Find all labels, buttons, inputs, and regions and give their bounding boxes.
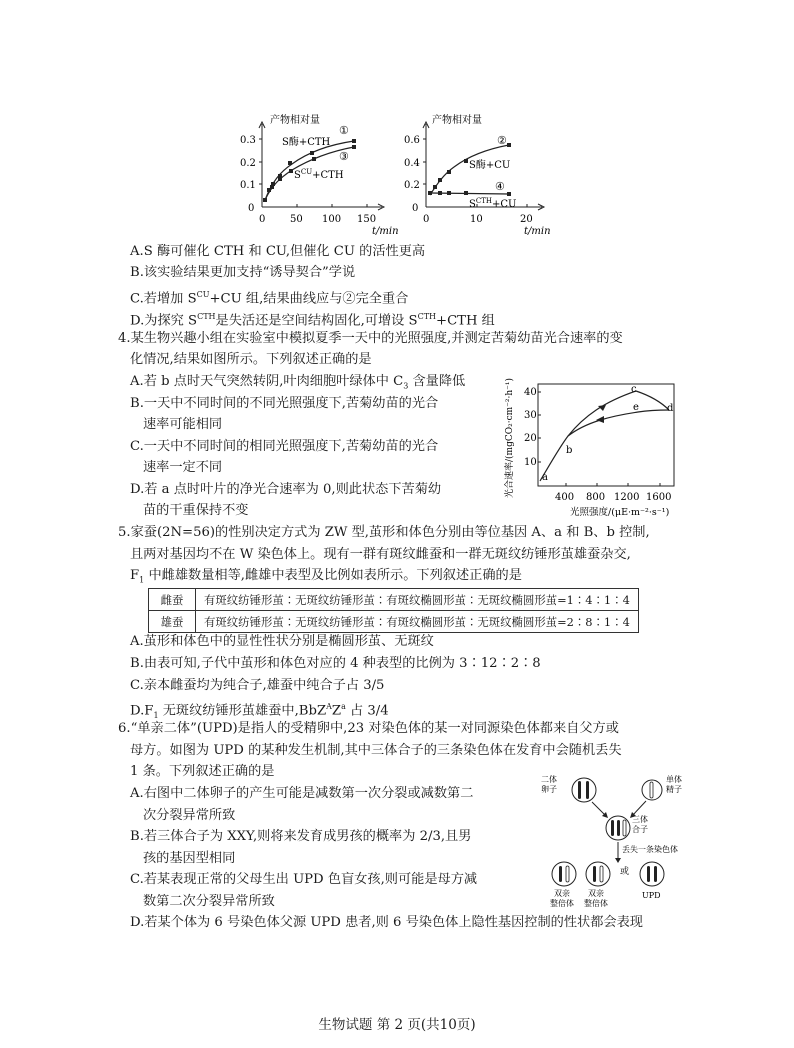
q3-option-c [130,287,408,307]
q4-graph-ytick: 20 [524,433,537,444]
chart2-xtick: 0 [423,214,430,225]
q4-graph-xtick: 1200 [614,492,640,503]
q3-d-part: +CTH 组 [436,313,495,329]
q5-stem: 且两对基因均不在 W 染色体上。现有一群有斑纹雌蚕和一群无斑纹纺锤形茧雄蚕杂交, [130,547,631,562]
table-cell-ratio: 有斑纹纺锤形茧∶无斑纹纺锤形茧∶有斑纹椭圆形茧∶无斑纹椭圆形茧=1∶4∶1∶4 [196,589,639,611]
chromosome [600,866,603,882]
chromosome [623,820,626,836]
q6-stem: 6.“单亲二体”(UPD)是指人的受精卵中,23 对染色体的某一对同源染色体都来自父方或 [118,721,619,736]
diagram-result-label: UPD [642,891,661,900]
chromosome [617,820,620,836]
phenotype-table [148,588,639,633]
chromosome [654,866,657,882]
q4-curve-upper [540,391,636,481]
q4-graph-xtick: 1600 [646,492,672,503]
q4-point-e: e [633,402,639,413]
chart2-ytick: 0 [412,203,419,214]
q4-graph-xtick: 400 [555,492,575,503]
chart1-xtick: 150 [357,214,377,225]
enzyme-chart-cth [232,112,399,242]
q4-a-sub: 3 [403,381,409,391]
diagram-result-label: 整倍体 [550,899,574,908]
diagram-sperm-label: 单体 [666,775,682,784]
q6-option-a: A.右图中二体卵子的产生可能是减数第一次分裂或减数第二 [130,786,474,801]
q6-option-b-cont: 孩的基因型相同 [143,851,236,866]
table-cell-sex: 雌蚕 [149,589,196,611]
q4-option-b: B.一天中不同时间的不同光照强度下,苦菊幼苗的光合 [130,396,439,411]
q4-graph-xlabel: 光照强度/(μE·m⁻²·s⁻¹) [570,507,670,518]
q5-option-b: B.由表可知,子代中茧形和体色对应的 4 种表型的比例为 3∶12∶2∶8 [130,656,541,671]
chart1-xtick: 0 [259,214,266,225]
diagram-zygote-label: 三体 [632,815,648,824]
arrow-line [592,802,606,816]
q5-stem-sub: 1 [139,575,145,585]
chromosome [650,782,653,798]
chart2-mark-2: ② [497,134,507,147]
table-row [149,589,639,611]
q4-arrow-left [596,416,604,423]
chromosome [586,781,589,799]
q3-option-d [130,309,495,329]
chromosome [611,820,614,836]
table-cell-sex: 雄蚕 [149,611,196,633]
q3-option-b: B.该实验结果更加支持“诱导契合”学说 [130,265,356,280]
chart1-mark-1: ① [339,124,349,137]
chromosome [578,781,581,799]
q3-d-sup: CTH [197,312,216,321]
q4-option-c: C.一天中不同时间的相同光照强度下,苦菊幼苗的光合 [130,439,439,454]
q5-d-part: Z [331,703,342,719]
chromosome [559,866,562,882]
chart1-xtick: 50 [290,214,303,225]
q4-graph-ylabel: 光合速率/(mgCO₂·cm⁻²·h⁻¹) [505,377,515,498]
chart2-xtick: 20 [520,214,533,225]
q5-stem-part: 中雌雄数量相等,雌雄中表型及比例如表所示。下列叙述正确的是 [144,568,522,583]
result-cell [586,862,610,886]
diagram-egg-label: 二体 [541,775,557,784]
diagram-or-label: 或 [620,867,630,877]
q4-graph-axes [538,384,674,486]
q4-graph-ytick: 30 [524,410,537,421]
q5-stem [130,568,522,589]
table-row [149,611,639,633]
q6-option-c-cont: 数第二次分裂异常所致 [143,894,275,909]
q4-stem: 4.某生物兴趣小组在实验室中模拟夏季一天中的光照强度,并测定苦菊幼苗光合速率的变 [118,331,623,346]
chart1-label-bottom: $S^{CU}+CTH$ [294,168,344,181]
chart2-label-bottom: $S^{CTH}+CU$ [469,197,517,210]
arrow-line [632,801,646,816]
q5-d-sup: a [341,702,346,711]
q3-c-part: +CU 组,结果曲线应与②完全重合 [209,291,409,307]
q5-option-c: C.亲本雌蚕均为纯合子,雄蚕中纯合子占 3/5 [130,678,385,693]
result-cell [640,862,664,886]
photosynthesis-graph [486,376,686,526]
chart2-ytick: 0.6 [404,135,420,146]
q5-d-sup: A [326,702,332,711]
chart2-xunit: t/min [524,226,551,237]
egg-cell [572,778,596,802]
q3-d-part: 是失活还是空间结构固化,可增设 S [215,313,418,329]
q4-option-d-cont: 苗的干重保持不变 [143,503,249,518]
q4-curve-lower [568,410,669,436]
chart2-mark-4: ④ [495,180,505,193]
table-cell-ratio: 有斑纹纺锤形茧∶无斑纹纺锤形茧∶有斑纹椭圆形茧∶无斑纹椭圆形茧=2∶8∶1∶4 [196,611,639,633]
q4-graph-ytick: 10 [524,457,537,468]
chromosome [593,866,596,882]
chart1-label-top: S酶+CTH [282,137,331,148]
q3-option-a: A.S 酶可催化 CTH 和 CU,但催化 CU 的活性更高 [130,244,426,259]
diagram-result-label: 整倍体 [584,899,608,908]
q4-graph-ytick: 40 [524,387,537,398]
chart2-ylabel: 产物相对量 [432,115,482,126]
q6-option-d: D.若某个体为 6 号染色体父源 UPD 患者,则 6 号染色体上隐性基因控制的性状都会表现 [130,915,643,930]
q5-option-a: A.茧形和体色中的显性性状分别是椭圆形茧、无斑纹 [130,634,434,649]
q3-c-sup: CU [196,290,210,299]
chart2-xtick: 10 [470,214,483,225]
chromosome [566,866,569,882]
diagram-sperm-label: 精子 [666,785,682,794]
q6-option-a-cont: 次分裂异常所致 [143,808,236,823]
q4-a-part: 含量降低 [408,374,466,389]
diagram-result-label: 双亲 [554,889,570,898]
q4-option-c-cont: 速率一定不同 [143,460,223,475]
q6-stem: 1 条。下列叙述正确的是 [130,764,275,779]
diagram-zygote-label: 合子 [632,825,648,834]
diagram-egg-label: 卵子 [541,785,557,794]
q6-stem: 母方。如图为 UPD 的某种发生机制,其中三体合子的三条染色体在发育中会随机丢失 [130,743,622,758]
q3-c-part: C.若增加 S [130,291,197,307]
q3-d-sup: CTH [417,312,437,321]
diagram-result-label: 双亲 [588,889,604,898]
q5-d-part: 占 3/4 [345,703,389,719]
q4-option-d: D.若 a 点时叶片的净光合速率为 0,则此状态下苦菊幼 [130,482,442,497]
q4-option-b-cont: 速率可能相同 [143,417,223,432]
q5-d-sub: 1 [153,711,159,721]
q5-d-part: D.F [130,703,154,719]
chart2-label-top: S酶+CU [469,160,511,171]
page-footer: 生物试题 第 2 页(共10页) [318,1017,476,1033]
q4-point-d: d [667,403,674,414]
q4-point-c: c [631,384,637,395]
q4-curve-right [636,391,669,410]
chart1-xtick: 100 [322,214,342,225]
q4-a-part: A.若 b 点时天气突然转阴,叶肉细胞叶绿体中 C [130,374,404,389]
q6-option-b: B.若三体合子为 XXY,则将来发育成男孩的概率为 2/3,且男 [130,829,472,844]
chart1-ytick: 0.2 [240,158,256,169]
chart1-mark-3: ③ [339,150,349,163]
q4-point-a: a [542,472,548,483]
q4-stem: 化情况,结果如图所示。下列叙述正确的是 [130,352,372,367]
chart1-ylabel: 产物相对量 [270,115,320,126]
q4-option-a [130,374,465,395]
q5-stem-part: F [130,568,140,583]
q5-stem: 5.家蚕(2N=56)的性别决定方式为 ZW 型,茧形和体色分别由等位基因 A、a 和 B、b 控制, [118,525,650,540]
chart2-ytick: 0.4 [404,158,420,169]
chart1-ytick: 0.3 [240,135,256,146]
upd-diagram [536,770,696,910]
enzyme-chart-cu [402,112,552,242]
chart1-ytick: 0 [248,203,255,214]
chart2-ytick: 0.2 [404,180,420,191]
chromosome [647,866,650,882]
chart1-ytick: 0.1 [240,180,256,191]
q3-d-part: D.为探究 S [130,313,198,329]
result-cell [552,862,576,886]
q6-option-c: C.若某表现正常的父母生出 UPD 色盲女孩,则可能是母方减 [130,872,478,887]
q4-graph-xtick: 800 [586,492,606,503]
chart1-xunit: t/min [372,226,399,237]
q5-d-part: 无斑纹纺锤形茧雄蚕中,BbZ [158,703,327,719]
diagram-loss-label: 丢失一条染色体 [622,845,678,854]
q4-point-b: b [566,445,573,456]
arrow-head [615,858,621,863]
chart1-axes [259,122,384,210]
